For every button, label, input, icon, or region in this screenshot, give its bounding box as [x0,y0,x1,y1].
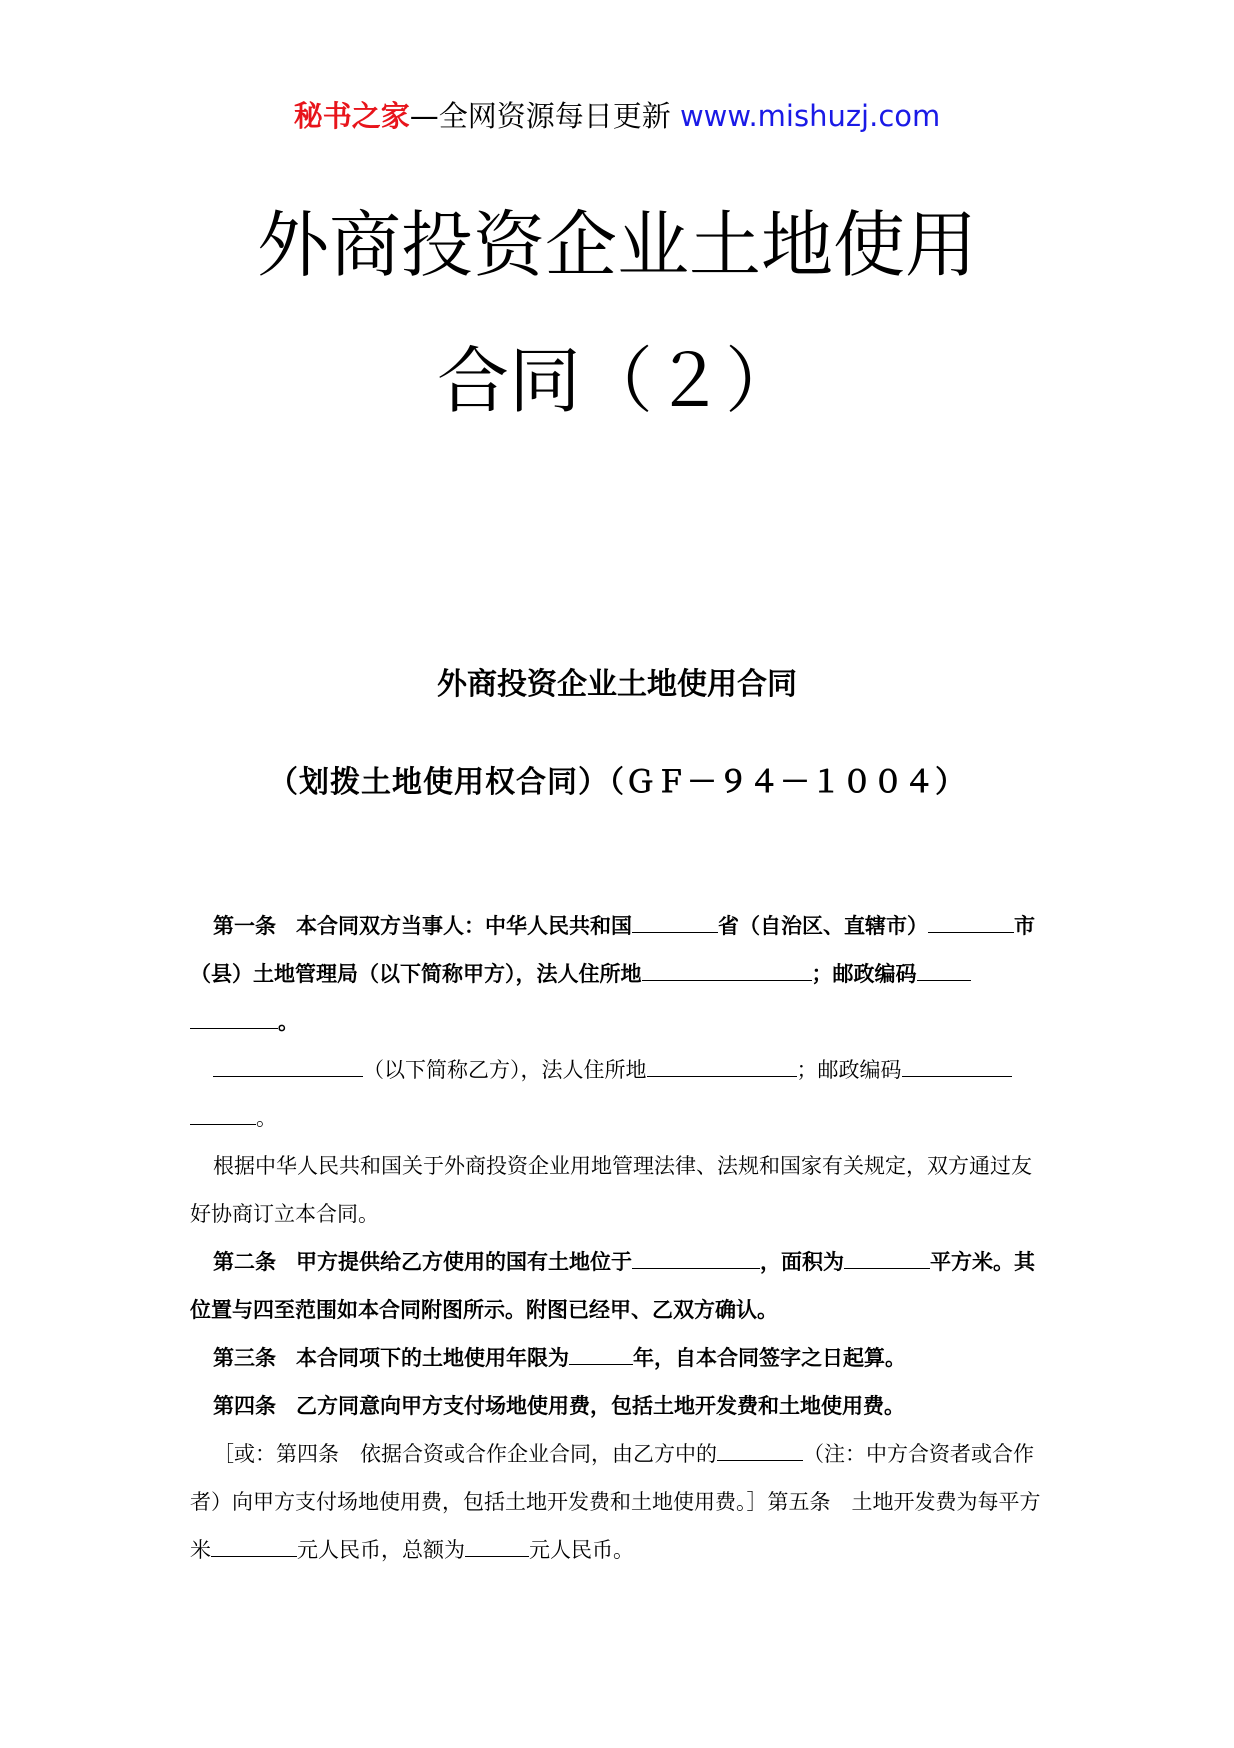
brand-name: 秘书之家 [293,99,410,133]
contract-title: 外商投资企业土地使用合同 [437,667,797,702]
clause-1-end: 。 [278,1009,299,1034]
blank-field [844,1248,930,1269]
clause-1 [190,902,1045,1046]
clause-1-party-b [190,1046,1045,1142]
alt-text-b: （注：中方合资者或合作者）向甲方支付场地使用费，包括土地开发费和土地使用费。］第五条 土地开发费为每平方米 [190,1442,1041,1562]
blank-field [632,912,718,933]
clause-1-text-b: 省（自治区、直辖市） [718,913,928,938]
intro-paragraph: 根据中华人民共和国关于外商投资企业用地管理法律、法规和国家有关规定，双方通过友好协商订立本合同。 [190,1154,1032,1226]
clause-2-text-b: ，面积为 [760,1249,844,1274]
header-tagline: 全网资源每日更新 [438,99,680,133]
clause-3-text-a: 本合同项下的土地使用年限为 [296,1345,569,1370]
clause-1-label: 第一条 [213,913,276,938]
alt-text-a: ［或：第四条 依据合资或合作企业合同，由乙方中的 [213,1442,717,1466]
alt-text-c: 元人民币，总额为 [297,1538,465,1562]
clause-1-text-a: 本合同双方当事人：中华人民共和国 [296,913,632,938]
blank-field [917,960,971,981]
blank-field [211,1536,297,1557]
clause-4-text: 乙方同意向甲方支付场地使用费，包括土地开发费和土地使用费。 [296,1393,905,1418]
clause-2-text-c: 平方米。其位置与四至范围如本合同附图所示。附图已经甲、乙双方确认。 [190,1249,1035,1322]
document-title-line-2: 合同（２） [436,339,797,423]
alt-text-d: 元人民币。 [529,1538,634,1562]
document-title-line-1: 外商投资企业土地使用 [256,203,977,287]
clause-3 [190,1334,1045,1382]
blank-field [928,912,1014,933]
blank-field [213,1056,363,1077]
blank-field [647,1056,797,1077]
blank-field [190,1008,278,1029]
party-b-end: 。 [256,1106,277,1130]
party-b-text-b: ；邮政编码 [796,1058,902,1082]
blank-field [190,1104,256,1125]
clause-2 [190,1238,1045,1334]
clause-4 [190,1382,1045,1430]
contract-subtitle: （划拨土地使用权合同）（ＧＦ－９４－１００４） [268,765,966,800]
contract-body [190,902,1045,1574]
blank-field [642,960,812,981]
site-header [0,96,1234,136]
clause-1-text-d: ；邮政编码 [811,961,917,986]
clause-3-text-b: 年，自本合同签字之日起算。 [633,1345,906,1370]
clause-1-text-c: 市（县）土地管理局（以下简称甲方），法人住所地 [190,913,1035,986]
blank-field [717,1440,803,1461]
header-dash: — [409,99,439,133]
clause-2-label: 第二条 [213,1249,276,1274]
blank-field [902,1056,1012,1077]
blank-field [465,1536,529,1557]
party-b-text-a: （以下简称乙方），法人住所地 [363,1058,647,1082]
site-url-link[interactable]: www.mishuzj.com [679,99,941,133]
clause-4-alternative [190,1430,1045,1574]
clause-2-text-a: 甲方提供给乙方使用的国有土地位于 [296,1249,632,1274]
clause-3-label: 第三条 [213,1345,276,1370]
blank-field [569,1344,633,1365]
blank-field [632,1248,760,1269]
clause-4-label: 第四条 [213,1393,276,1418]
